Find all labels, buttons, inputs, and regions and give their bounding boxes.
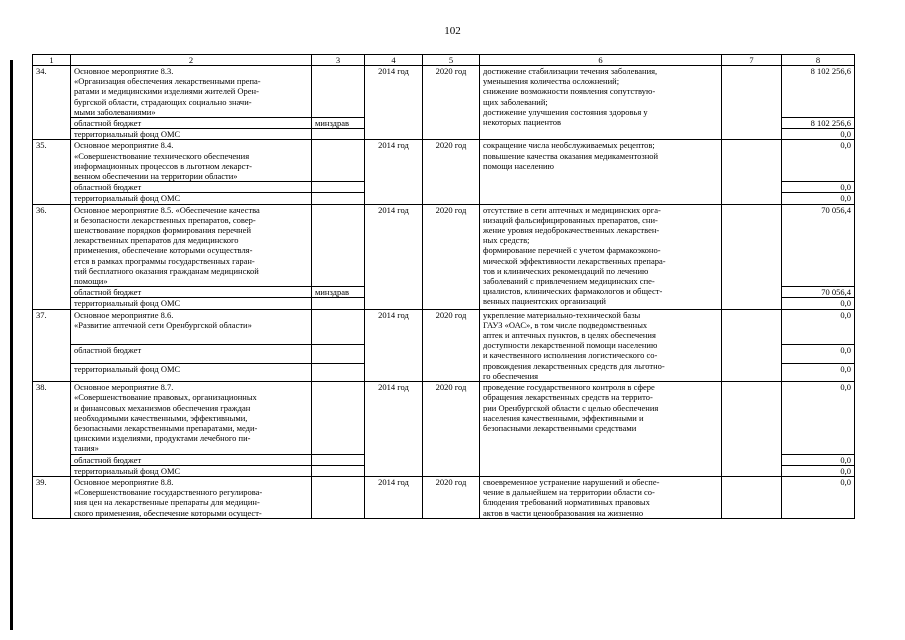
start-year: 2014 год	[365, 476, 423, 518]
activity-title: Основное мероприятие 8.3. «Организация обеспечения лекарственными препа- ратами и медицинскими изделиями жителей Орен- бургской области, страдающих социально значи- мыми заболеваниями»	[71, 66, 312, 118]
funding-value: 0,0	[782, 129, 855, 140]
executor-name	[312, 182, 365, 193]
expected-result: достижение стабилизации течения заболевания, уменьшения количества осложнений; снижение возможности появления сопутствую- щих заболеваний; достижение улучшения состояния здоровья у некоторых пациентов	[480, 66, 722, 140]
expected-result: укрепление материально-технической базы ГАУЗ «ОАС», в том числе подведомственных аптек и аптечных пунктов, в целях обеспечения доступности лекарственной помощи населению и качественного исполнения логистического со- провождения лекарственных средств для льготно- го обеспечения	[480, 309, 722, 381]
page-number: 102	[444, 25, 461, 37]
row-number: 35.	[33, 140, 71, 204]
executor-name	[312, 193, 365, 204]
funding-source-label: территориальный фонд ОМС	[71, 298, 312, 309]
funding-value: 70 056,4	[782, 287, 855, 298]
start-year: 2014 год	[365, 140, 423, 204]
funding-source-label: территориальный фонд ОМС	[71, 129, 312, 140]
column-7-cell	[722, 476, 782, 518]
column-7-cell	[722, 309, 782, 381]
activity-row	[33, 204, 855, 287]
total-value: 0,0	[782, 140, 855, 182]
end-year: 2020 год	[423, 476, 480, 518]
expected-result: проведение государственного контроля в сфере обращения лекарственных средств на террито- рии Оренбургской области с целью обеспечения населения качественными, эффективными и безопасными лекарственными средствами	[480, 382, 722, 477]
row-number: 34.	[33, 66, 71, 140]
funding-source-label: территориальный фонд ОМС	[71, 193, 312, 204]
column-number-header: 7	[722, 55, 782, 66]
activity-title: Основное мероприятие 8.5. «Обеспечение качества и безопасности лекарственных препаратов, совер- шенствование порядков формирования перечней лекарственных препаратов для медицинского применения, обеспечение которыми осуществля- ется в рамках программы государственных гаран- тий бесплатного оказания гражданам медицинской помощи»	[71, 204, 312, 287]
expected-result: своевременное устранение нарушений и обеспе- чение в дальнейшем на территории области со- блюдения требований нормативных правовых актов в части ценообразования на жизненно	[480, 476, 722, 518]
funding-value: 0,0	[782, 298, 855, 309]
executor-name	[312, 465, 365, 476]
executor-cell	[312, 140, 365, 182]
activity-title: Основное мероприятие 8.4. «Совершенствование технического обеспечения информационных процессов в льготном лекарст- венном обеспечении на территории области»	[71, 140, 312, 182]
column-number-header: 2	[71, 55, 312, 66]
start-year: 2014 год	[365, 204, 423, 309]
executor-cell	[312, 382, 365, 454]
binding-edge-line	[10, 60, 13, 630]
funding-source-label: областной бюджет	[71, 454, 312, 465]
activity-row	[33, 309, 855, 344]
funding-value: 0,0	[782, 465, 855, 476]
activity-row	[33, 382, 855, 454]
total-value: 8 102 256,6	[782, 66, 855, 118]
activity-title: Основное мероприятие 8.6. «Развитие аптечной сети Оренбургской области»	[71, 309, 312, 344]
funding-source-label: областной бюджет	[71, 182, 312, 193]
column-number-header: 8	[782, 55, 855, 66]
column-7-cell	[722, 382, 782, 477]
total-value: 70 056,4	[782, 204, 855, 287]
column-number-header: 6	[480, 55, 722, 66]
program-activities-table	[32, 54, 855, 519]
executor-name	[312, 345, 365, 364]
column-7-cell	[722, 204, 782, 309]
funding-value: 0,0	[782, 454, 855, 465]
column-7-cell	[722, 140, 782, 204]
funding-source-label: территориальный фонд ОМС	[71, 363, 312, 382]
expected-result: сокращение числа необслуживаемых рецептов; повышение качества оказания медикаментозной помощи населению	[480, 140, 722, 204]
executor-name	[312, 363, 365, 382]
row-number: 36.	[33, 204, 71, 309]
funding-source-label: областной бюджет	[71, 118, 312, 129]
column-number-header: 4	[365, 55, 423, 66]
total-value: 0,0	[782, 476, 855, 518]
funding-value: 0,0	[782, 182, 855, 193]
start-year: 2014 год	[365, 309, 423, 381]
executor-cell	[312, 66, 365, 118]
funding-value: 8 102 256,6	[782, 118, 855, 129]
funding-source-label: областной бюджет	[71, 287, 312, 298]
row-number: 38.	[33, 382, 71, 477]
column-7-cell	[722, 66, 782, 140]
executor-cell	[312, 476, 365, 518]
funding-value: 0,0	[782, 345, 855, 364]
end-year: 2020 год	[423, 382, 480, 477]
column-number-header: 1	[33, 55, 71, 66]
executor-cell	[312, 309, 365, 344]
total-value: 0,0	[782, 309, 855, 344]
activity-title: Основное мероприятие 8.7. «Совершенствование правовых, организационных и финансовых механизмов обеспечения граждан необходимыми качественными, эффективными, безопасными лекарственными препаратами, меди- цинскими изделиями, продуктами лечебного пи- тания»	[71, 382, 312, 454]
start-year: 2014 год	[365, 382, 423, 477]
executor-name: минздрав	[312, 287, 365, 298]
activity-row	[33, 140, 855, 182]
column-number-header: 3	[312, 55, 365, 66]
activity-title: Основное мероприятие 8.8. «Совершенствование государственного регулирова- ния цен на лекарственные препараты для медицин- ского применения, обеспечение которыми осущест-	[71, 476, 312, 518]
column-number-header: 5	[423, 55, 480, 66]
executor-name: минздрав	[312, 118, 365, 129]
funding-value: 0,0	[782, 193, 855, 204]
end-year: 2020 год	[423, 66, 480, 140]
funding-source-label: территориальный фонд ОМС	[71, 465, 312, 476]
total-value: 0,0	[782, 382, 855, 454]
column-number-row	[33, 55, 855, 66]
row-number: 39.	[33, 476, 71, 518]
funding-value: 0,0	[782, 363, 855, 382]
executor-name	[312, 129, 365, 140]
executor-name	[312, 454, 365, 465]
funding-source-label: областной бюджет	[71, 345, 312, 364]
end-year: 2020 год	[423, 204, 480, 309]
end-year: 2020 год	[423, 309, 480, 381]
executor-name	[312, 298, 365, 309]
end-year: 2020 год	[423, 140, 480, 204]
activity-row	[33, 66, 855, 118]
expected-result: отсутствие в сети аптечных и медицинских орга- низаций фальсифицированных препаратов, сни- жение уровня недоброкачественных лекарствен- ных средств; формирование перечней с учетом фармакоэконо- мической эффективности лекарственных препара- тов и клинических рекомендаций по лечению заболеваний с привлечением медицинских спе- циалистов, клинических фармакологов и общест- венных пациентских организаций	[480, 204, 722, 309]
start-year: 2014 год	[365, 66, 423, 140]
activity-row	[33, 476, 855, 518]
row-number: 37.	[33, 309, 71, 381]
executor-cell	[312, 204, 365, 287]
